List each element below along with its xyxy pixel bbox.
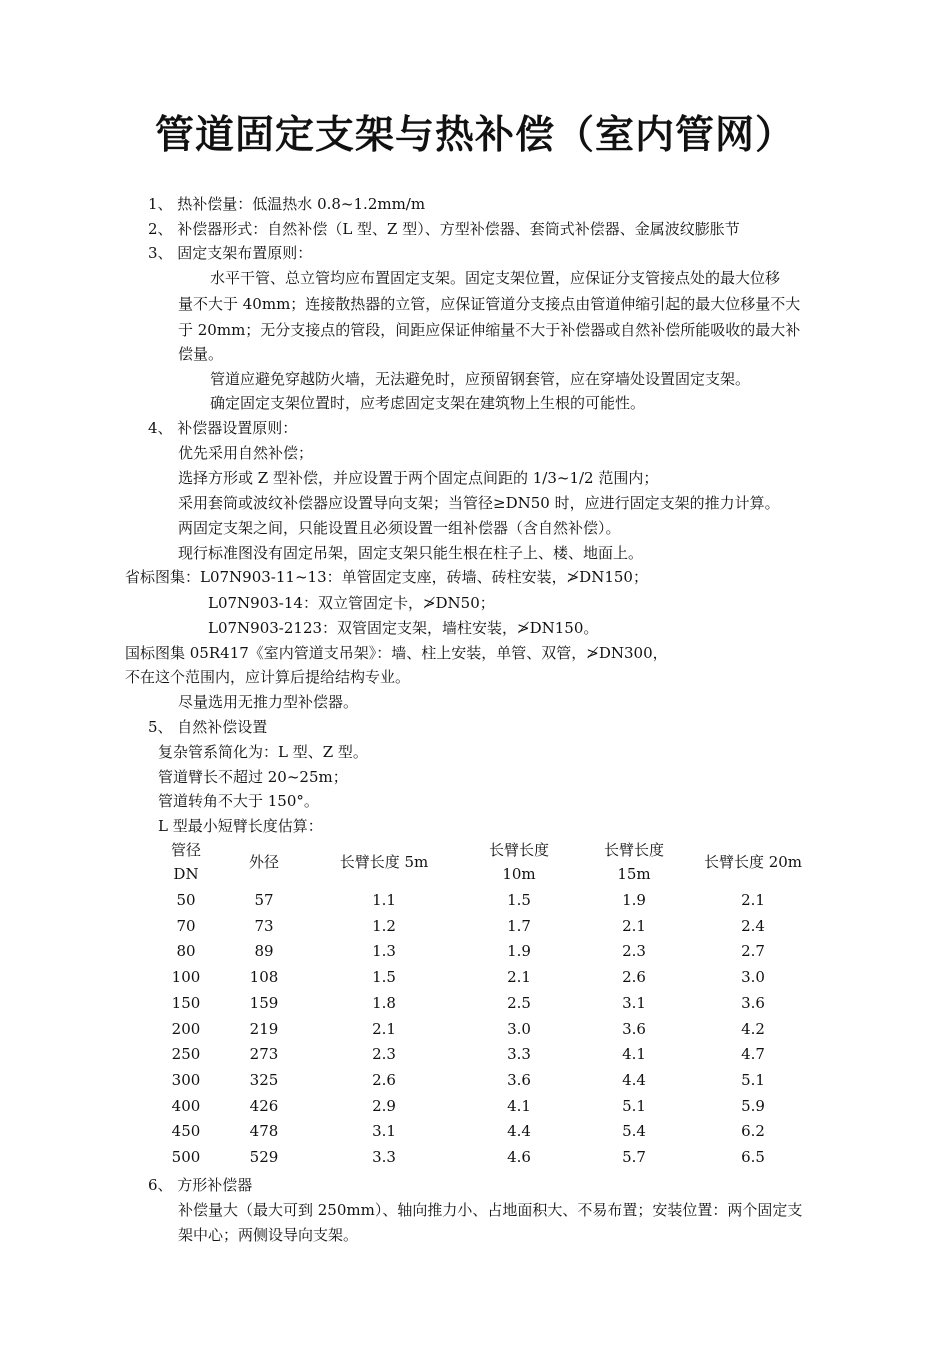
table-cell: 478	[249, 1122, 279, 1141]
note-line: 尽量选用无推力型补偿器。	[178, 693, 359, 711]
table-cell: 500	[171, 1148, 201, 1167]
table-cell: 1.3	[372, 942, 396, 961]
table-row	[148, 1145, 812, 1171]
table-cell: 4.6	[507, 1148, 531, 1167]
table-cell: 100	[171, 968, 201, 987]
table-row	[148, 888, 812, 914]
table-cell: 70	[176, 916, 196, 935]
table-cell: 300	[171, 1070, 201, 1089]
principle-line: 现行标准图没有固定吊架，固定支架只能生根在柱子上、楼、地面上。	[178, 544, 644, 562]
table-cell: 4.1	[507, 1096, 531, 1115]
table-cell: 80	[176, 942, 196, 961]
natural-comp-line: 管道转角不大于 150°。	[158, 792, 319, 810]
principle-line: 选择方形或 Z 型补偿，并应设置于两个固定点间距的 1/3~1/2 范围内；	[178, 469, 659, 487]
table-cell: 2.6	[372, 1070, 396, 1089]
table-cell: 1.2	[372, 916, 396, 935]
table-cell: 2.5	[507, 993, 531, 1012]
table-cell: 3.6	[622, 1019, 646, 1038]
table-cell: 1.1	[372, 891, 396, 909]
national-standard-line: 国标图集 05R417《室内管道支吊架》：墙、柱上安装，单管、双管，≯DN300，	[125, 644, 668, 662]
table-cell: 4.7	[741, 1045, 765, 1064]
header-cell: 长臂长度 5m	[339, 853, 429, 871]
table-cell: 3.3	[507, 1045, 531, 1064]
table-cell: 5.4	[622, 1122, 646, 1141]
page-title: 管道固定支架与热补偿（室内管网）	[154, 113, 795, 158]
table-cell: 5.1	[741, 1070, 765, 1089]
item-4-heading: 4、 补偿器设置原则：	[148, 419, 298, 437]
table-cell: 2.3	[372, 1045, 396, 1064]
header-cell: 长臂长度 15m	[603, 841, 664, 883]
table-row	[148, 1042, 812, 1068]
table-header-row	[148, 836, 812, 888]
table-cell: 1.5	[507, 891, 531, 909]
natural-comp-line: 管道臂长不超过 20~25m；	[158, 768, 348, 786]
table-cell: 57	[254, 891, 274, 909]
header-cell: 长臂长度 20m	[703, 853, 803, 871]
table-cell: 2.7	[741, 942, 765, 961]
table-cell: 3.3	[372, 1148, 396, 1167]
table-cell: 4.4	[622, 1070, 646, 1089]
table-row	[148, 1068, 812, 1094]
table-cell: 200	[171, 1019, 201, 1038]
table-cell: 3.0	[507, 1019, 531, 1038]
table-cell: 1.9	[622, 891, 646, 909]
table-cell: 4.2	[741, 1019, 765, 1038]
table-cell: 1.7	[507, 916, 531, 935]
item-6-heading: 6、 方形补偿器	[148, 1176, 253, 1194]
principle-line: 采用套筒或波纹补偿器应设置导向支架；当管径≥DN50 时，应进行固定支架的推力计算。	[178, 494, 780, 512]
table-cell: 529	[249, 1148, 279, 1167]
table-cell: 73	[254, 916, 274, 935]
square-comp-line: 补偿量大（最大可到 250mm）、轴向推力小、占地面积大、不易布置；安装位置：两个固定支	[178, 1201, 803, 1219]
table-cell: 2.1	[622, 916, 646, 935]
table-row	[148, 1017, 812, 1043]
table-cell: 3.0	[741, 968, 765, 987]
principle-line: 优先采用自然补偿；	[178, 444, 314, 462]
table-cell: 3.1	[372, 1122, 396, 1141]
header-cell: 长臂长度 10m	[488, 841, 549, 883]
table-cell: 5.7	[622, 1148, 646, 1167]
table-cell: 1.5	[372, 968, 396, 987]
header-cell: 外径	[248, 853, 279, 871]
table-cell: 1.9	[507, 942, 531, 961]
national-standard-line: 不在这个范围内，应计算后提给结构专业。	[125, 668, 411, 686]
table-cell: 3.6	[741, 993, 765, 1012]
item-2-compensator-types: 2、 补偿器形式：自然补偿（L 型、Z 型）、方型补偿器、套筒式补偿器、金属波纹膨胀节	[148, 220, 740, 238]
paragraph-line: 偿量。	[178, 345, 224, 363]
table-caption: L 型最小短臂长度估算：	[158, 817, 323, 835]
table-cell: 400	[171, 1096, 201, 1115]
principle-line: 两固定支架之间，只能设置且必须设置一组补偿器（含自然补偿）。	[178, 519, 621, 537]
table-cell: 2.1	[741, 891, 765, 909]
table-cell: 6.5	[741, 1148, 765, 1167]
table-cell: 50	[176, 891, 196, 909]
table-cell: 426	[249, 1096, 279, 1115]
table-row	[148, 939, 812, 965]
item-3-heading: 3、 固定支架布置原则：	[148, 244, 313, 262]
table-cell: 2.6	[622, 968, 646, 987]
table-cell: 450	[171, 1122, 201, 1141]
table-cell: 89	[254, 942, 274, 961]
table-cell: 3.6	[507, 1070, 531, 1089]
provincial-standard-line: L07N903-14：双立管固定卡，≯DN50；	[208, 594, 495, 612]
table-cell: 1.8	[372, 993, 396, 1012]
table-cell: 2.3	[622, 942, 646, 961]
table-cell: 4.4	[507, 1122, 531, 1141]
table-cell: 2.4	[741, 916, 765, 935]
l-type-short-arm-table	[148, 836, 812, 1171]
table-cell: 3.1	[622, 993, 646, 1012]
table-cell: 219	[249, 1019, 279, 1038]
table-cell: 250	[171, 1045, 201, 1064]
table-cell: 273	[249, 1045, 279, 1064]
table-cell: 150	[171, 993, 201, 1012]
header-cell: 管径 DN	[170, 841, 201, 883]
table-cell: 2.9	[372, 1096, 396, 1115]
provincial-standard-line: 省标图集：L07N903-11~13：单管固定支座，砖墙、砖柱安装，≯DN150；	[125, 568, 648, 586]
natural-comp-line: 复杂管系简化为：L 型、Z 型。	[158, 743, 368, 761]
table-row	[148, 914, 812, 940]
table-cell: 5.9	[741, 1096, 765, 1115]
item-5-heading: 5、 自然补偿设置	[148, 718, 268, 736]
table-cell: 2.1	[507, 968, 531, 987]
paragraph-line: 于 20mm；无分支接点的管段，间距应保证伸缩量不大于补偿器或自然补偿所能吸收的最大补	[178, 321, 801, 339]
table-cell: 108	[249, 968, 279, 987]
table-cell: 159	[249, 993, 279, 1012]
square-comp-line: 架中心；两侧设导向支架。	[178, 1226, 359, 1244]
table-cell: 4.1	[622, 1045, 646, 1064]
table-cell: 2.1	[372, 1019, 396, 1038]
table-row	[148, 965, 812, 991]
provincial-standard-line: L07N903-2123：双管固定支架，墙柱安装，≯DN150。	[208, 619, 599, 637]
paragraph-line: 量不大于 40mm；连接散热器的立管，应保证管道分支接点由管道伸缩引起的最大位移量不大	[178, 295, 801, 313]
table-cell: 325	[249, 1070, 279, 1089]
table-row	[148, 991, 812, 1017]
item-1-heat-compensation: 1、 热补偿量：低温热水 0.8~1.2mm/m	[148, 195, 426, 213]
paragraph-line: 确定固定支架位置时，应考虑固定支架在建筑物上生根的可能性。	[210, 394, 646, 412]
paragraph-line: 管道应避免穿越防火墙，无法避免时，应预留钢套管，应在穿墙处设置固定支架。	[210, 370, 751, 388]
paragraph-line: 水平干管、总立管均应布置固定支架。固定支架位置，应保证分支管接点处的最大位移	[210, 269, 781, 287]
table-cell: 5.1	[622, 1096, 646, 1115]
table-row	[148, 1094, 812, 1120]
table-row	[148, 1119, 812, 1145]
table-cell: 6.2	[741, 1122, 765, 1141]
